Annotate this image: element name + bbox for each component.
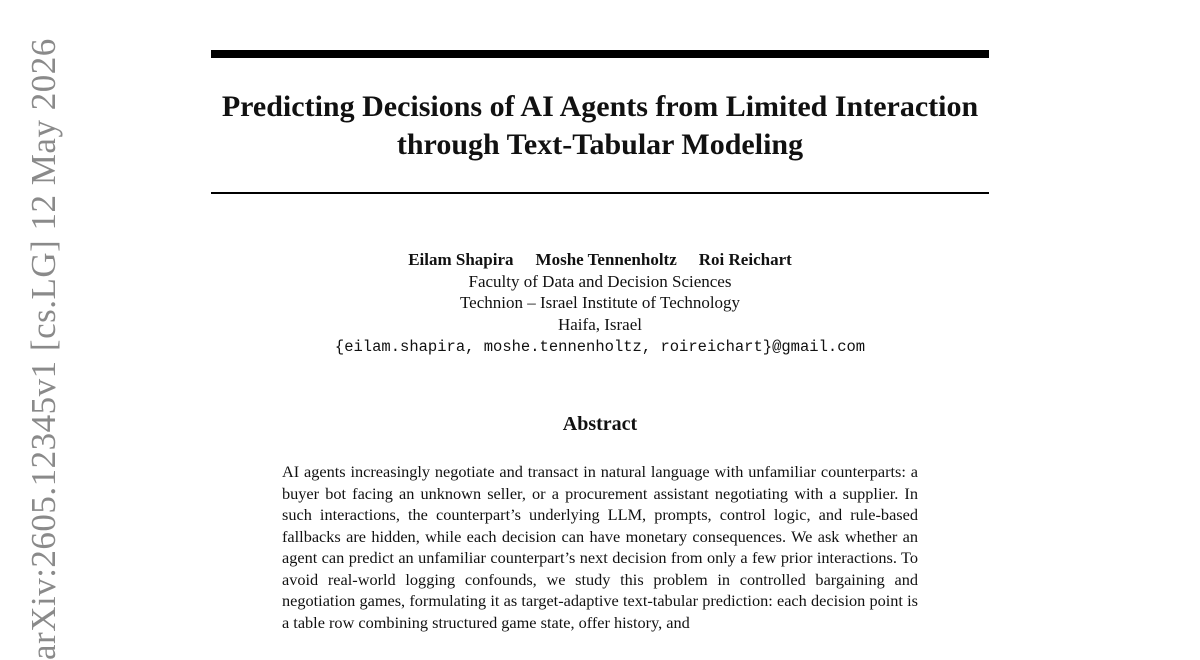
author-emails: {eilam.shapira, moshe.tennenholtz, roireichart}@gmail.com [334,338,866,356]
affiliation-faculty: Faculty of Data and Decision Sciences [468,271,732,291]
title-bottom-rule [211,192,989,194]
arxiv-watermark: arXiv:2605.12345v1 [cs.LG] 12 May 2026 [24,38,63,660]
affiliation-institution: Technion – Israel Institute of Technology [459,293,741,312]
title-top-rule [211,50,989,58]
author-list [211,249,989,271]
abstract-body: AI agents increasingly negotiate and transact in natural language with unfamiliar counterparts: a buyer bot facing an unknown seller, or a procurement assistant negotiating with a supplier. In such interactions, the counterpart’s underlying LLM, prompts, control logic, and rule-based fallbacks are hidden, while each decision can have monetary consequences. We ask whether an agent can predict an unfamiliar counterpart’s next decision from only a few prior interactions. To avoid real-world logging confounds, we study this problem in controlled bargaining and negotiation games, formulating it as target-adaptive text-tabular prediction: each decision point is a table row combining structured game state, offer history, and [282,462,918,632]
author-name: Roi Reichart [698,250,792,269]
affiliation-location: Haifa, Israel [557,314,642,334]
author-name: Moshe Tennenholtz [535,250,677,269]
author-name: Eilam Shapira [408,250,514,269]
abstract-heading: Abstract [562,413,638,435]
author-block [211,249,989,359]
paper-title: Predicting Decisions of AI Agents from Limited Interaction through Text-Tabular Modeling [221,90,979,161]
